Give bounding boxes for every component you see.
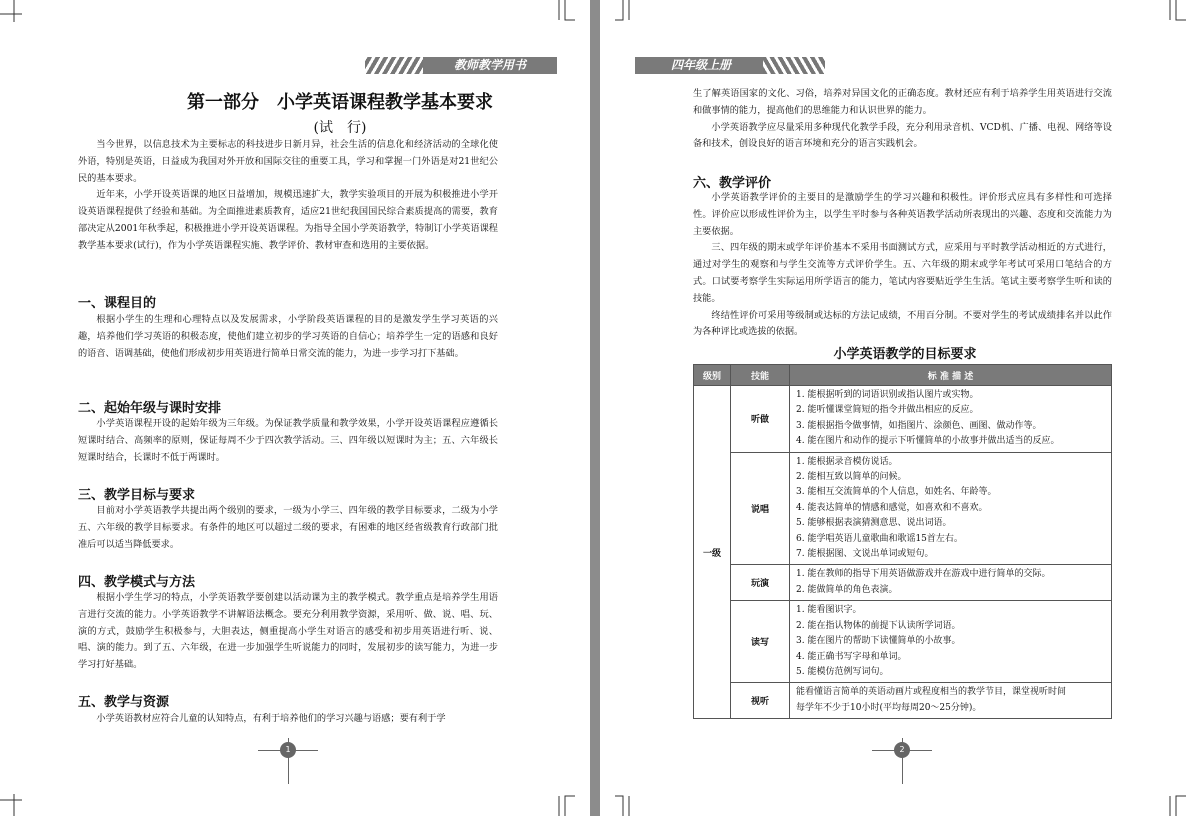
table-row — [694, 452, 1112, 565]
section-text — [78, 416, 498, 466]
paragraph: 目前对小学英语教学共提出两个级别的要求，一级为小学三、四年级的教学目标要求，二级为小学五、六年级的教学目标要求。有条件的地区可以超过二级的要求，有困难的地区经省级教育行政部门批准后可以适当降低要求。 — [78, 505, 498, 550]
requirements-table — [693, 364, 1112, 719]
header-label: 四年级上册 — [635, 57, 767, 74]
list-item: 4. 能表达简单的情感和感觉，如喜欢和不喜欢。 — [796, 502, 988, 513]
paragraph: 小学英语教材应符合儿童的认知特点，有利于培养他们的学习兴趣与语感；要有利于学 — [96, 713, 446, 724]
page-subtitle: (试 行) — [313, 120, 367, 136]
skill-cell: 读写 — [731, 601, 790, 683]
crop-mark-icon — [545, 786, 575, 816]
list-item: 4. 能在图片和动作的提示下听懂简单的小故事并做出适当的反应。 — [796, 436, 1060, 447]
skill-cell: 玩演 — [731, 565, 790, 601]
list-item: 6. 能学唱英语儿童歌曲和歌谣15首左右。 — [796, 533, 963, 544]
intro-text — [78, 137, 498, 255]
paragraph: 小学英语教学应尽量采用多种现代化教学手段，充分利用录音机、VCD机、广播、电视、网络等设备和技术，创设良好的语言环境和充分的语言实践机会。 — [693, 121, 1112, 150]
list-item: 3. 能在图片的帮助下读懂简单的小故事。 — [796, 636, 961, 647]
section-text — [78, 590, 498, 674]
column-header: 技能 — [731, 365, 790, 386]
section-heading: 四、教学模式与方法 — [78, 575, 196, 590]
description-cell — [790, 601, 1112, 683]
section-heading: 三、教学目标与要求 — [78, 488, 196, 503]
crop-mark-icon — [615, 0, 645, 30]
list-item: 1. 能根据听到的词语识别或指认图片或实物。 — [796, 390, 979, 400]
table-row — [694, 683, 1112, 719]
section-heading: 六、教学评价 — [693, 176, 772, 191]
page-title: 第一部分 小学英语课程教学基本要求 — [187, 92, 493, 113]
skill-cell: 说唱 — [731, 452, 790, 565]
section-heading: 二、起始年级与课时安排 — [78, 401, 222, 416]
list-item: 能看懂语言简单的英语动画片或程度相当的教学节目，课堂视听时间 — [796, 687, 1067, 698]
paragraph: 近年来，小学开设英语课的地区日益增加，规模迅速扩大，教学实验项目的开展为积极推进小学开设英语课程提供了经验和基础。为全面推进素质教育，适应21世纪我国国民综合素质提高的需要，教育部决定从2001年秋季起，积极推进小学开设英语课程。为指导全国小学英语教学，特制订小学英语课程教学基本要求(试行)，作为小学英语课程实施、教学评价、教材审查和选用的主要依据。 — [78, 189, 498, 251]
list-item: 1. 能根据录音模仿说话。 — [796, 456, 898, 467]
paragraph: 根据小学生学习的特点，小学英语教学要创建以活动课为主的教学模式。教学重点是培养学生用语言进行交流的能力。小学英语教学不讲解语法概念。要充分利用教学资源，采用听、做、说、唱、玩、演的方式，鼓励学生积极参与，大胆表达，侧重提高小学生对语言的感受和初步用英语进行听、说、唱、演的能力。到了五、六年级，在进一步加强学生听说能力的同时，发展初步的读写能力，为进一步学习打好基础。 — [78, 592, 498, 671]
list-item: 5. 能够根据表演猜测意思、说出词语。 — [796, 518, 952, 529]
page-number: 1 — [280, 742, 296, 758]
list-item: 3. 能根据指令做事情，如指图片、涂颜色、画图、做动作等。 — [796, 420, 1042, 431]
paragraph: 小学英语教学评价的主要目的是激励学生的学习兴趣和积极性。评价形式应具有多样性和可选择性。评价应以形成性评价为主，以学生平时参与各种英语教学活动所表现出的兴趣、态度和交流能力为主要依据。 — [693, 192, 1112, 237]
list-item: 2. 能听懂课堂简短的指令并做出相应的反应。 — [796, 405, 979, 416]
header-bar-right — [635, 57, 825, 74]
list-item: 1. 能在教师的指导下用英语做游戏并在游戏中进行简单的交际。 — [796, 569, 1051, 580]
table-title: 小学英语教学的目标要求 — [833, 347, 977, 362]
table-row — [694, 601, 1112, 683]
list-item: 4. 能正确书写字母和单词。 — [796, 651, 907, 662]
section-text — [78, 503, 498, 553]
level-cell: 一级 — [694, 386, 731, 719]
list-item: 3. 能相互交流简单的个人信息，如姓名、年龄等。 — [796, 487, 997, 498]
section-text — [693, 190, 1112, 341]
list-item: 2. 能相互致以简单的问候。 — [796, 472, 907, 483]
page-number: 2 — [894, 742, 910, 758]
crop-mark-icon — [1160, 0, 1189, 30]
column-header: 标 准 描 述 — [790, 365, 1112, 386]
paragraph: 根据小学生的生理和心理特点以及发展需求，小学阶段英语课程的目的是激发学生学习英语的兴趣，培养他们学习英语的积极态度，使他们建立初步的学习英语的自信心；培养学生一定的语感和良好的语音、语调基础，使他们形成初步用英语进行简单日常交流的能力，为进一步学习打下基础。 — [78, 314, 498, 359]
paragraph: 小学英语课程开设的起始年级为三年级。为保证教学质量和教学效果，小学开设英语课程应遵循长短课时结合、高频率的原则，保证每周不少于四次教学活动。三、四年级以短课时为主；五、六年级长短课时结合，长课时不低于两课时。 — [78, 418, 498, 463]
section-text — [78, 711, 498, 728]
list-item: 5. 能模仿范例写词句。 — [796, 666, 889, 677]
table-row — [694, 565, 1112, 601]
continued-text — [693, 86, 1112, 153]
description-cell — [790, 452, 1112, 565]
section-text — [78, 312, 498, 362]
list-item: 7. 能根据图、文说出单词或短句。 — [796, 549, 934, 560]
skill-cell: 视听 — [731, 683, 790, 719]
list-item: 每学年不少于10小时(平均每周20～25分钟)。 — [796, 702, 982, 713]
crop-mark-icon — [0, 786, 30, 816]
paragraph: 三、四年级的期末或学年评价基本不采用书面测试方式，应采用与平时教学活动相近的方式进行，通过对学生的观察和与学生交流等方式评价学生。五、六年级的期末或学年考试可采用口笔结合的方式。口试要考察学生实际运用所学语言的能力，笔试内容要贴近学生生活。笔试主要考察学生听和读的技能。 — [693, 242, 1112, 304]
description-cell — [790, 683, 1112, 719]
list-item: 2. 能做简单的角色表演。 — [796, 584, 898, 595]
table-row — [694, 386, 1112, 453]
paragraph: 生了解英语国家的文化、习俗，培养对异国文化的正确态度。教材还应有利于培养学生用英语进行交流和做事情的能力，提高他们的思维能力和认识世界的能力。 — [693, 88, 1112, 116]
crop-mark-icon — [0, 0, 30, 30]
header-label: 教师教学用书 — [423, 57, 557, 74]
crop-mark-icon — [615, 786, 645, 816]
description-cell — [790, 386, 1112, 453]
column-header: 级别 — [694, 365, 731, 386]
list-item: 1. 能看图识字。 — [796, 605, 862, 616]
crop-mark-icon — [545, 0, 575, 30]
list-item: 2. 能在指认物体的前提下认读所学词语。 — [796, 620, 961, 631]
section-heading: 五、教学与资源 — [78, 695, 170, 710]
table-header-row — [694, 365, 1112, 386]
skill-cell: 听做 — [731, 386, 790, 453]
paragraph: 当今世界，以信息技术为主要标志的科技进步日新月异，社会生活的信息化和经济活动的全球化使外语，特别是英语，日益成为我国对外开放和国际交往的重要工具，学习和掌握一门外语是对21世纪公民的基本要求。 — [78, 139, 498, 184]
paragraph: 终结性评价可采用等级制或达标的方法记成绩，不用百分制。不要对学生的考试成绩排名并以此作为各种评比或选拔的依据。 — [693, 309, 1112, 338]
description-cell — [790, 565, 1112, 601]
section-heading: 一、课程目的 — [78, 296, 157, 311]
crop-mark-icon — [1160, 786, 1189, 816]
header-bar-left — [365, 57, 557, 74]
